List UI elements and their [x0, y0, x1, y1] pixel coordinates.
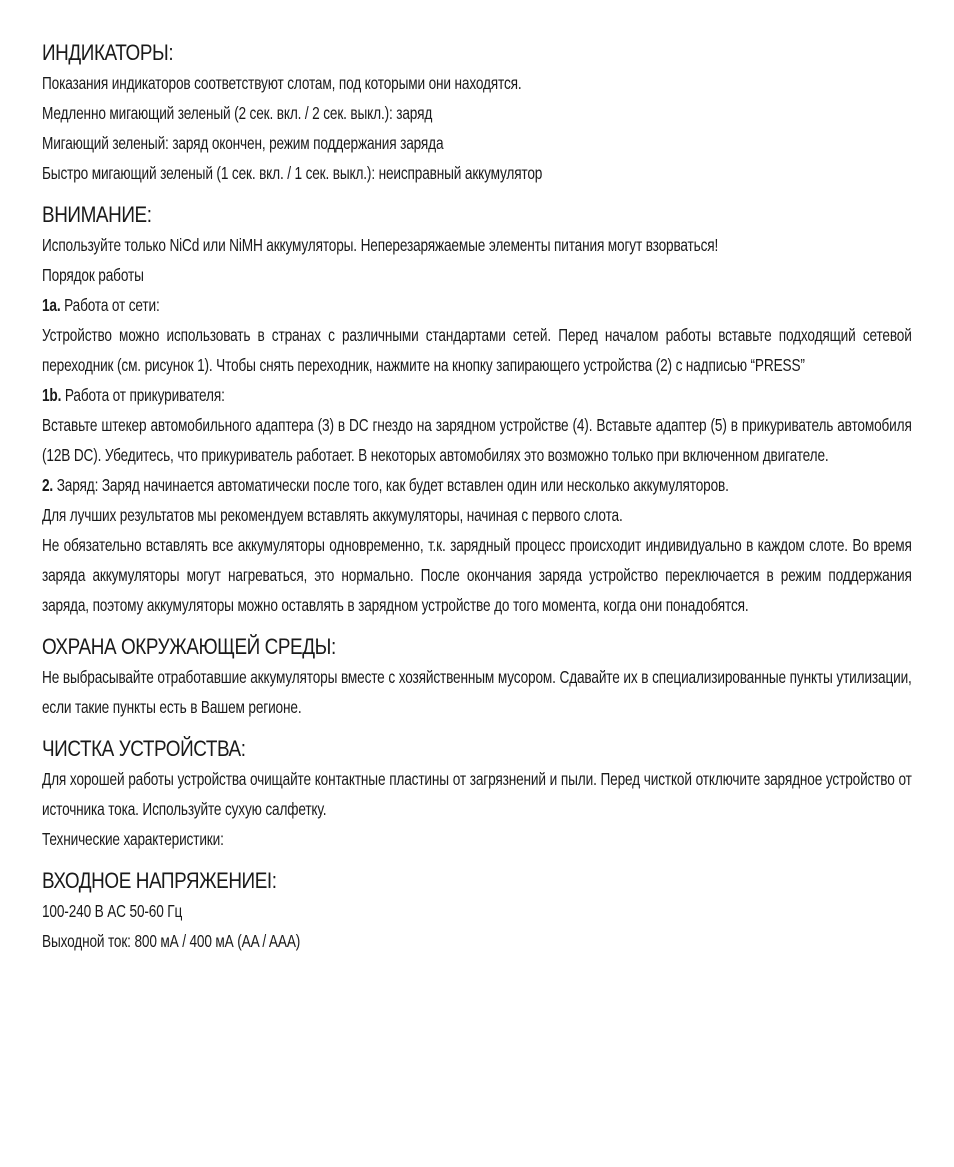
step-label: Работа от прикуривателя:: [61, 385, 225, 405]
step-number: 1a.: [42, 295, 61, 315]
step-1a-text: Устройство можно использовать в странах с различными стандартами сетей. Перед началом работы вставьте подходящий сетевой переходник (см. рисунок 1). Чтобы снять переходник, нажмите на кнопку запирающего устройства (2) с надписью “PRESS”: [42, 325, 912, 375]
text-line: Мигающий зеленый: заряд окончен, режим поддержания заряда: [42, 133, 444, 153]
cleaning-text: Для хорошей работы устройства очищайте контактные пластины от загрязнений и пыли. Перед чисткой отключите зарядное устройство от источника тока. Используйте сухую салфетку.: [42, 769, 912, 819]
step-1b-text: Вставьте штекер автомобильного адаптера (3) в DC гнездо на зарядном устройстве (4). Вставьте адаптер (5) в прикуриватель автомобиля (12В DC). Убедитесь, что прикуриватель работает. В некоторых автомобилях это возможно только при включенном двигателе.: [42, 415, 912, 465]
step-label: Работа от сети:: [60, 295, 160, 315]
section-title: ВХОДНОЕ НАПРЯЖЕНИЕI:: [42, 868, 277, 893]
section-title: ОХРАНА ОКРУЖАЮЩЕЙ СРЕДЫ:: [42, 634, 336, 659]
section-warning: [42, 200, 912, 620]
text-line: Для лучших результатов мы рекомендуем вставлять аккумуляторы, начиная с первого слота.: [42, 505, 623, 525]
step-2-heading: [42, 470, 729, 500]
text-line: Используйте только NiCd или NiMH аккумуляторы. Неперезаряжаемые элементы питания могут взорваться!: [42, 235, 719, 255]
section-title: ВНИМАНИЕ:: [42, 202, 152, 227]
step-1a-heading: [42, 290, 721, 320]
step-label: Заряд: Заряд начинается автоматически после того, как будет вставлен один или несколько аккумуляторов.: [53, 475, 729, 495]
text-line: Порядок работы: [42, 265, 144, 285]
text-line: 100-240 В AC 50-60 Гц: [42, 901, 183, 921]
section-title: ИНДИКАТОРЫ:: [42, 40, 174, 65]
step-number: 1b.: [42, 385, 62, 405]
text-line: Быстро мигающий зеленый (1 сек. вкл. / 1 сек. выкл.): неисправный аккумулятор: [42, 163, 543, 183]
environment-text: Не выбрасывайте отработавшие аккумуляторы вместе с хозяйственным мусором. Сдавайте их в специализированные пункты утилизации, если такие пункты есть в Вашем регионе.: [42, 667, 912, 717]
section-cleaning: [42, 734, 912, 854]
text-line: Технические характеристики:: [42, 829, 224, 849]
step-2-text: Не обязательно вставлять все аккумуляторы одновременно, т.к. зарядный процесс происходит индивидуально в каждом слоте. Во время заряда аккумуляторы могут нагреваться, это нормально. После окончания заряда устройство переключается в режим поддержания заряда, поэтому аккумуляторы можно оставлять в зарядном устройстве до того момента, когда они понадобятся.: [42, 535, 912, 615]
section-indicators: [42, 38, 912, 188]
text-line: Медленно мигающий зеленый (2 сек. вкл. / 2 сек. выкл.): заряд: [42, 103, 433, 123]
step-number: 2.: [42, 475, 54, 495]
section-title: ЧИСТКА УСТРОЙСТВА:: [42, 736, 246, 761]
manual-page: [42, 38, 912, 956]
text-line: Выходной ток: 800 мА / 400 мА (AA / AAA): [42, 931, 301, 951]
section-environment: [42, 632, 912, 722]
step-1b-heading: [42, 380, 721, 410]
text-line: Показания индикаторов соответствуют слотам, под которыми они находятся.: [42, 73, 522, 93]
section-voltage: [42, 866, 912, 956]
